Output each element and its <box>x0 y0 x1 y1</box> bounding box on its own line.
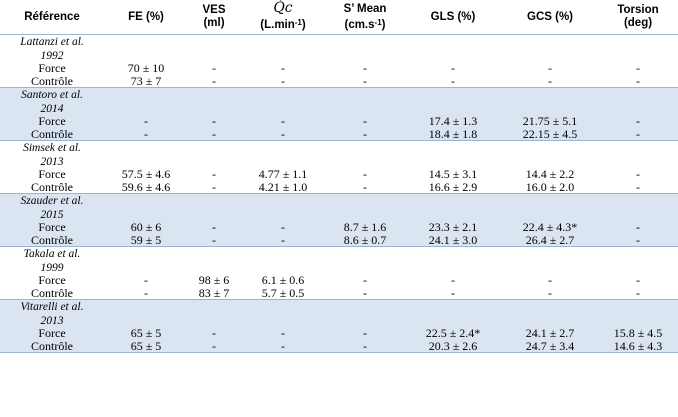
cell-smean: - <box>326 115 404 128</box>
header-qc-symbol: Q̇c <box>273 0 293 16</box>
header-qc-unit-exponent: -1 <box>294 18 302 27</box>
table-row <box>0 168 678 181</box>
author-year: 2014 <box>40 102 64 115</box>
cell-torsion: - <box>598 62 678 75</box>
author-name: Szauder et al. <box>20 195 84 207</box>
study-author-row <box>0 300 678 328</box>
study-block-vitarelli <box>0 300 678 353</box>
cell-fe: - <box>104 115 188 128</box>
cell-gls: 22.5 ± 2.4* <box>404 327 502 340</box>
cell-gls: 17.4 ± 1.3 <box>404 115 502 128</box>
author-year: 1999 <box>40 261 64 274</box>
table-row <box>0 75 678 88</box>
cell-torsion: 15.8 ± 4.5 <box>598 327 678 340</box>
study-block-lattanzi <box>0 35 678 88</box>
header-reference <box>0 0 104 35</box>
cell-torsion: - <box>598 115 678 128</box>
author-year: 1992 <box>40 49 64 62</box>
header-qc-unit: (L.min <box>260 19 295 31</box>
cell-gls: - <box>404 274 502 287</box>
cell-ves: - <box>188 62 240 75</box>
study-author-row <box>0 247 678 275</box>
cell-torsion: - <box>598 128 678 141</box>
header-ves-label: VES <box>202 4 226 16</box>
cell-gcs: 24.1 ± 2.7 <box>502 327 598 340</box>
cell-ves: - <box>188 234 240 247</box>
cell-fe: 70 ± 10 <box>104 62 188 75</box>
group-label-force: Force <box>0 221 104 234</box>
cell-fe: - <box>104 287 188 300</box>
cell-torsion: - <box>598 287 678 300</box>
cell-ves: - <box>188 340 240 353</box>
table-row <box>0 327 678 340</box>
cell-fe: 65 ± 5 <box>104 340 188 353</box>
cell-fe: 57.5 ± 4.6 <box>104 168 188 181</box>
author-year: 2015 <box>40 208 64 221</box>
cell-qc: 5.7 ± 0.5 <box>240 287 326 300</box>
cell-qc: - <box>240 234 326 247</box>
header-reference-label: Référence <box>24 10 80 23</box>
header-torsion-unit: (deg) <box>623 17 653 29</box>
cell-ves: - <box>188 75 240 88</box>
cell-smean: 8.7 ± 1.6 <box>326 221 404 234</box>
cell-fe: 60 ± 6 <box>104 221 188 234</box>
cell-fe: - <box>104 128 188 141</box>
group-label-control: Contrôle <box>0 340 104 353</box>
cell-torsion: - <box>598 181 678 194</box>
cell-gcs: - <box>502 75 598 88</box>
cell-qc: 4.77 ± 1.1 <box>240 168 326 181</box>
cell-smean: 8.6 ± 0.7 <box>326 234 404 247</box>
header-qc-unit-close: ) <box>301 19 306 31</box>
study-block-santoro <box>0 88 678 141</box>
group-label-force: Force <box>0 274 104 287</box>
cell-qc: - <box>240 75 326 88</box>
cell-smean: - <box>326 62 404 75</box>
author-name: Santoro et al. <box>21 89 83 101</box>
cell-smean: - <box>326 128 404 141</box>
table-row <box>0 62 678 75</box>
cell-gls: 14.5 ± 3.1 <box>404 168 502 181</box>
cell-qc: 6.1 ± 0.6 <box>240 274 326 287</box>
cell-qc: - <box>240 128 326 141</box>
table-row <box>0 274 678 287</box>
cell-gls: 24.1 ± 3.0 <box>404 234 502 247</box>
table-row <box>0 221 678 234</box>
cell-qc: - <box>240 115 326 128</box>
cell-torsion: - <box>598 221 678 234</box>
cell-gcs: 22.4 ± 4.3* <box>502 221 598 234</box>
cell-gcs: 14.4 ± 2.2 <box>502 168 598 181</box>
cell-smean: - <box>326 181 404 194</box>
cell-ves: 83 ± 7 <box>188 287 240 300</box>
author-year: 2013 <box>40 314 64 327</box>
header-gls-label: GLS (%) <box>430 10 476 23</box>
table-row <box>0 181 678 194</box>
cell-ves: - <box>188 168 240 181</box>
study-author-row <box>0 141 678 169</box>
header-smean-unit-close: ) <box>381 18 386 31</box>
group-label-force: Force <box>0 115 104 128</box>
cell-gls: - <box>404 62 502 75</box>
cell-qc: 4.21 ± 1.0 <box>240 181 326 194</box>
cell-smean: - <box>326 168 404 181</box>
study-block-simsek <box>0 141 678 194</box>
group-label-control: Contrôle <box>0 181 104 194</box>
cell-qc: - <box>240 327 326 340</box>
study-author <box>0 35 104 63</box>
study-author <box>0 88 104 116</box>
cell-smean: - <box>326 340 404 353</box>
cell-gcs: - <box>502 62 598 75</box>
group-label-force: Force <box>0 327 104 340</box>
cell-fe: 59.6 ± 4.6 <box>104 181 188 194</box>
study-author <box>0 300 104 328</box>
cell-gls: 18.4 ± 1.8 <box>404 128 502 141</box>
cell-torsion: - <box>598 274 678 287</box>
cell-gls: - <box>404 75 502 88</box>
cell-ves: - <box>188 128 240 141</box>
header-ves <box>188 0 240 35</box>
cell-gls: 16.6 ± 2.9 <box>404 181 502 194</box>
study-author <box>0 247 104 275</box>
cell-gcs: - <box>502 274 598 287</box>
study-author-row <box>0 194 678 222</box>
study-author-row <box>0 35 678 63</box>
author-name: Vitarelli et al. <box>20 301 84 313</box>
cell-fe: 59 ± 5 <box>104 234 188 247</box>
cell-qc: - <box>240 221 326 234</box>
group-label-control: Contrôle <box>0 234 104 247</box>
cell-smean: - <box>326 75 404 88</box>
study-block-szauder <box>0 194 678 247</box>
cell-ves: - <box>188 327 240 340</box>
cell-ves: - <box>188 181 240 194</box>
header-torsion <box>598 0 678 35</box>
cell-torsion: - <box>598 75 678 88</box>
author-name: Lattanzi et al. <box>20 36 84 48</box>
cell-ves: 98 ± 6 <box>188 274 240 287</box>
cell-gcs: 26.4 ± 2.7 <box>502 234 598 247</box>
table-row <box>0 234 678 247</box>
group-label-control: Contrôle <box>0 75 104 88</box>
header-smean-label: S’ Mean <box>343 2 387 15</box>
cell-fe: 65 ± 5 <box>104 327 188 340</box>
cell-smean: - <box>326 287 404 300</box>
cell-qc: - <box>240 340 326 353</box>
cell-gls: 20.3 ± 2.6 <box>404 340 502 353</box>
header-gcs <box>502 0 598 35</box>
header-smean <box>326 0 404 35</box>
header-gcs-label: GCS (%) <box>527 10 573 23</box>
cell-gcs: - <box>502 287 598 300</box>
cell-fe: - <box>104 274 188 287</box>
cell-torsion: - <box>598 234 678 247</box>
table-row <box>0 128 678 141</box>
cell-smean: - <box>326 274 404 287</box>
group-label-force: Force <box>0 62 104 75</box>
author-name: Simsek et al. <box>23 142 81 154</box>
cell-gcs: 21.75 ± 5.1 <box>502 115 598 128</box>
cell-gls: 23.3 ± 2.1 <box>404 221 502 234</box>
study-author <box>0 194 104 222</box>
cell-qc: - <box>240 62 326 75</box>
header-gls <box>404 0 502 35</box>
study-author <box>0 141 104 169</box>
header-fe <box>104 0 188 35</box>
cell-torsion: - <box>598 168 678 181</box>
study-block-takala <box>0 247 678 300</box>
header-qc <box>240 0 326 35</box>
header-row <box>0 0 678 35</box>
cell-gcs: 22.15 ± 4.5 <box>502 128 598 141</box>
cell-ves: - <box>188 221 240 234</box>
group-label-control: Contrôle <box>0 287 104 300</box>
cell-gcs: 16.0 ± 2.0 <box>502 181 598 194</box>
header-fe-label: FE (%) <box>128 10 164 23</box>
author-year: 2013 <box>40 155 64 168</box>
group-label-force: Force <box>0 168 104 181</box>
header-smean-unit-exponent: -1 <box>374 17 382 27</box>
header-torsion-label: Torsion <box>617 4 659 16</box>
study-author-row <box>0 88 678 116</box>
cell-ves: - <box>188 115 240 128</box>
table-row <box>0 340 678 353</box>
cell-gls: - <box>404 287 502 300</box>
cell-gcs: 24.7 ± 3.4 <box>502 340 598 353</box>
cell-torsion: 14.6 ± 4.3 <box>598 340 678 353</box>
table-header <box>0 0 678 35</box>
cell-fe: 73 ± 7 <box>104 75 188 88</box>
table-row <box>0 115 678 128</box>
author-name: Takala et al. <box>23 248 81 260</box>
header-ves-unit: (ml) <box>203 17 225 29</box>
table-row <box>0 287 678 300</box>
group-label-control: Contrôle <box>0 128 104 141</box>
header-smean-unit: (cm.s <box>344 18 375 31</box>
cell-smean: - <box>326 327 404 340</box>
